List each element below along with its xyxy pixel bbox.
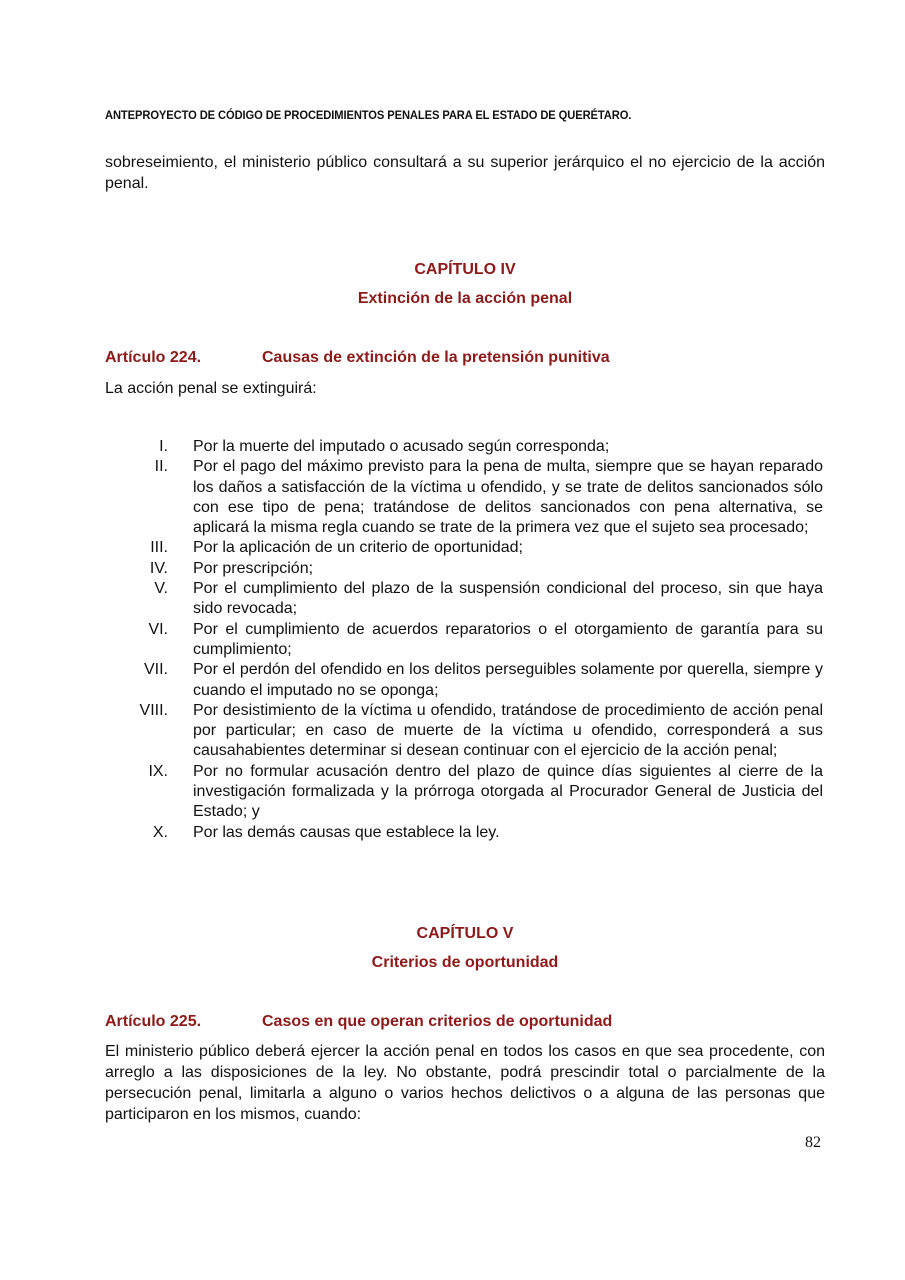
list-item <box>105 823 823 843</box>
list-item-numeral: III. <box>150 539 168 557</box>
intro-paragraph: sobreseimiento, el ministerio público consultará a su superior jerárquico el no ejercicio de la acción penal. <box>105 154 825 192</box>
list-item-numeral: I. <box>159 438 168 455</box>
chapter-v-title: Criterios de oportunidad <box>371 954 559 971</box>
list-item-numeral: VI. <box>148 620 168 638</box>
list-item-numeral: IX. <box>148 762 168 780</box>
article-225-heading <box>105 1013 612 1031</box>
article-225-number: Artículo 225. <box>105 1013 202 1030</box>
list-item-numeral: VII. <box>143 661 168 679</box>
chapter-v-number: CAPÍTULO V <box>416 925 514 942</box>
list-item-text: Por desistimiento de la víctima u ofendido, tratándose de procedimiento de acción penal por particular; en caso de muerte de la víctima u ofendido, corresponderá a sus causahabientes determinar si desean continuar con el ejercicio de la acción penal; <box>193 701 823 760</box>
article-224-number: Artículo 224. <box>105 349 202 366</box>
article-224-lead: La acción penal se extinguirá: <box>105 380 317 397</box>
list-item <box>105 620 823 661</box>
list-item-text: Por prescripción; <box>193 559 314 577</box>
list-item-text: Por el pago del máximo previsto para la pena de multa, siempre que se hayan reparado los daños a satisfacción de la víctima u ofendido, y se trate de delitos sancionados sólo con ese tipo de pena; tratándose de delitos sancionados con pena alternativa, se aplicará la misma regla cuando se trate de la primera vez que el sujeto sea procesado; <box>193 458 823 537</box>
list-item-numeral: V. <box>154 580 168 598</box>
page-number: 82 <box>805 1134 821 1151</box>
article-225-title: Casos en que operan criterios de oportunidad <box>262 1013 613 1030</box>
article-224-heading <box>105 349 610 367</box>
list-item <box>105 762 823 823</box>
document-header: ANTEPROYECTO DE CÓDIGO DE PROCEDIMIENTOS PENALES PARA EL ESTADO DE QUERÉTARO. <box>105 108 632 122</box>
list-item-text: Por no formular acusación dentro del plazo de quince días siguientes al cierre de la investigación formalizada y la prórroga otorgada al Procurador General de Justicia del Estado; y <box>193 762 823 821</box>
list-item <box>105 559 823 579</box>
list-item-numeral: II. <box>154 458 168 476</box>
list-item-text: Por las demás causas que establece la ley. <box>193 823 500 841</box>
list-item-text: Por el cumplimiento de acuerdos reparatorios o el otorgamiento de garantía para su cumplimiento; <box>193 620 823 658</box>
list-item <box>105 437 823 457</box>
list-item <box>105 660 823 701</box>
article-224-title: Causas de extinción de la pretensión punitiva <box>262 349 610 366</box>
list-item-text: Por el cumplimiento del plazo de la suspensión condicional del proceso, sin que haya sido revocada; <box>193 580 823 618</box>
list-item-text: Por el perdón del ofendido en los delitos perseguibles solamente por querella, siempre y cuando el imputado no se oponga; <box>193 661 823 699</box>
list-item-numeral: VIII. <box>139 701 168 719</box>
extinction-causes-list <box>105 437 823 843</box>
list-item-numeral: IV. <box>149 559 168 577</box>
chapter-iv-title: Extinción de la acción penal <box>357 290 573 307</box>
list-item <box>105 579 823 620</box>
article-225-paragraph: El ministerio público deberá ejercer la acción penal en todos los casos en que sea procedente, con arreglo a las disposiciones de la ley. No obstante, podrá prescindir total o parcialmente de la persecución penal, limitarla a alguno o varios hechos delictivos o a alguna de las personas que participaron en los mismos, cuando: <box>105 1043 825 1123</box>
chapter-iv-number: CAPÍTULO IV <box>414 261 516 278</box>
list-item <box>105 457 823 538</box>
list-item-text: Por la aplicación de un criterio de oportunidad; <box>193 539 523 557</box>
list-item <box>105 538 823 558</box>
list-item-numeral: X. <box>152 823 168 841</box>
list-item-text: Por la muerte del imputado o acusado según corresponda; <box>193 438 610 455</box>
list-item <box>105 701 823 762</box>
